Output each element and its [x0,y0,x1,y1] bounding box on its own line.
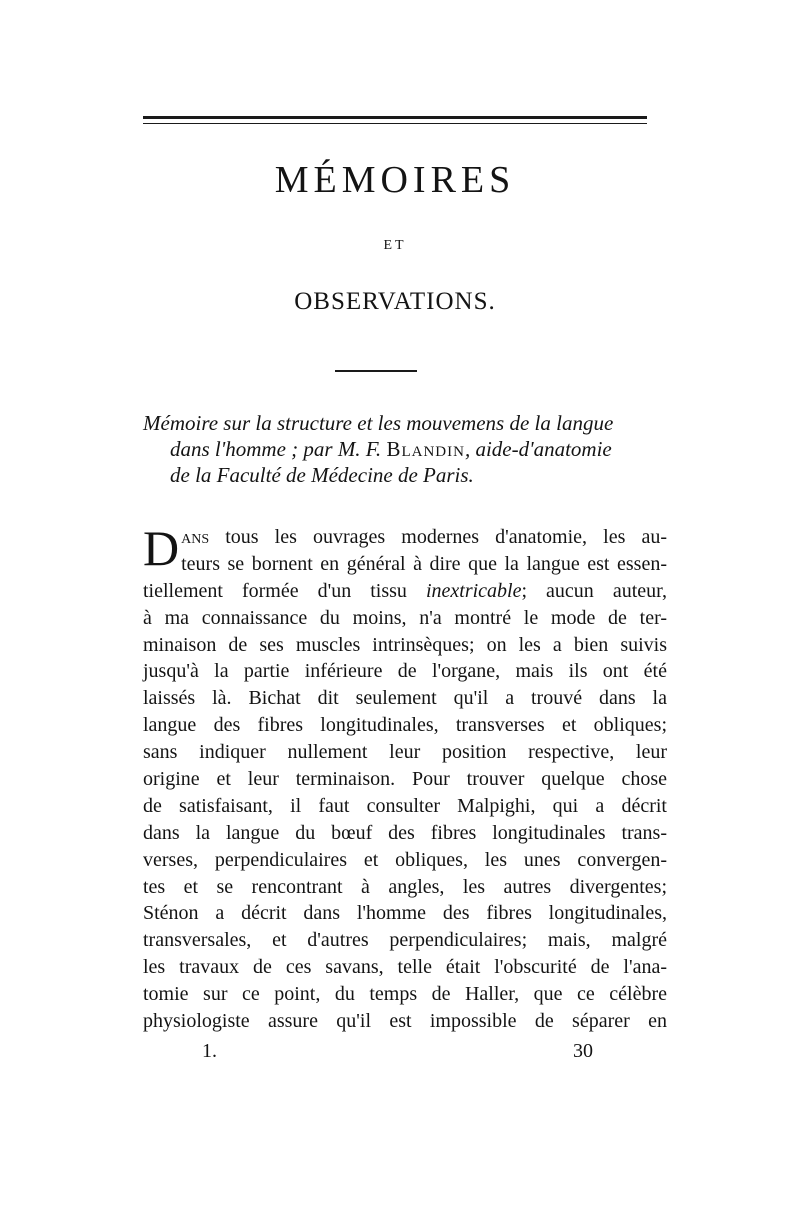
first-word-rest: ans [181,526,210,548]
heading-line-2-start: dans l'homme ; par M. F. [170,437,387,461]
body-line: sans indiquer nullement leur position respective, leur [143,741,667,764]
body-line: les travaux de ces savans, telle était l'obscurité de l'ana- [143,956,667,979]
body-line: tes et se rencontrant à angles, les autres divergentes; [143,875,667,898]
body-line: laissés là. Bichat dit seulement qu'il a trouvé dans la [143,687,667,710]
title-conjunction: ET [383,238,407,253]
page-subtitle: OBSERVATIONS. [294,288,496,315]
heading-line-1: Mémoire sur la structure et les mouvemens de la langue [143,411,614,435]
body-line-3-end: ; aucun auteur, [521,579,667,602]
body-line: Sténon a décrit dans l'homme des fibres longitudinales, [143,902,667,925]
top-rule-thick [143,116,647,119]
body-line: langue des fibres longitudinales, transverses et obliques; [143,714,667,737]
page-title: MÉMOIRES [274,159,516,201]
signature-mark: 1. [202,1040,217,1062]
body-line: physiologiste assure qu'il est impossible de séparer en [143,1010,667,1033]
body-line: tomie sur ce point, du temps de Haller, que ce célèbre [143,983,667,1006]
top-rule-thin [143,123,647,124]
body-line [143,578,667,605]
article-heading [143,410,663,488]
author-name: Blandin [386,437,465,461]
heading-line-2 [143,436,663,462]
body-line [143,524,667,551]
article-body [143,520,667,1035]
body-line: minaison de ses muscles intrinsèques; on les a bien suivis [143,633,667,656]
body-line: transversales, et d'autres perpendiculaires; mais, malgré [143,929,667,952]
page-number: 30 [573,1040,593,1062]
body-line: origine et leur terminaison. Pour trouver quelque chose [143,768,667,791]
body-line-1-text: tous les ouvrages modernes d'anatomie, les au- [209,526,667,548]
body-line: verses, perpendiculaires et obliques, les unes convergen- [143,848,667,871]
body-line-3-start: tiellement formée d'un tissu [143,579,426,602]
body-line: dans la langue du bœuf des fibres longitudinales trans- [143,821,667,844]
body-line: à ma connaissance du moins, n'a montré le mode de ter- [143,606,667,629]
section-divider [335,370,417,372]
body-line: de satisfaisant, il faut consulter Malpighi, qui a décrit [143,794,667,817]
body-line: jusqu'à la partie inférieure de l'organe, mais ils ont été [143,660,667,683]
italic-term: inextricable [425,579,522,602]
body-line: teurs se bornent en général à dire que la langue est essen- [181,552,667,575]
heading-line-2-end: , aide-d'anatomie [464,437,612,461]
drop-cap: D [143,520,180,576]
heading-line-3: de la Faculté de Médecine de Paris. [170,463,474,487]
